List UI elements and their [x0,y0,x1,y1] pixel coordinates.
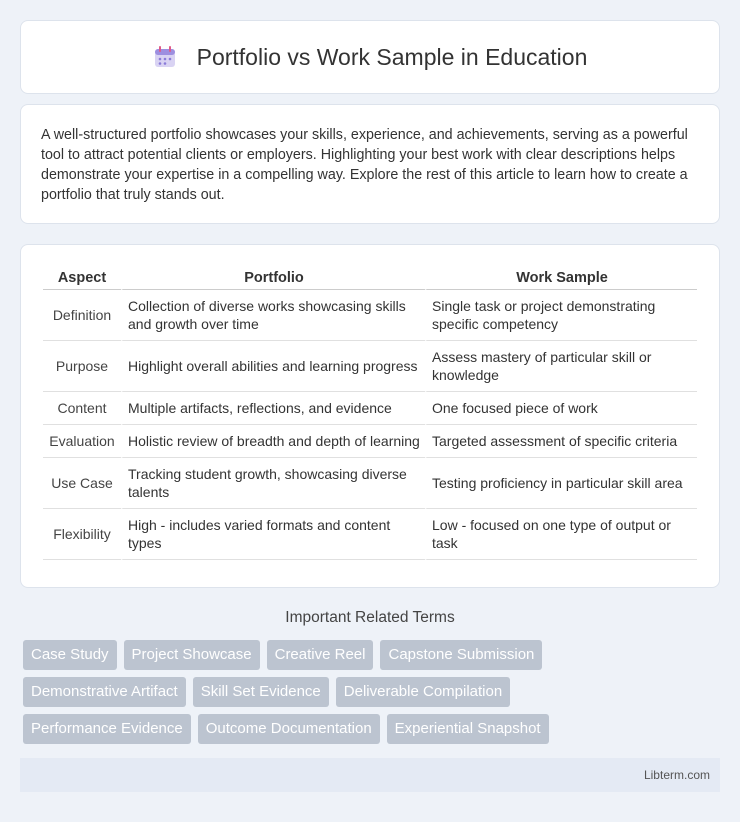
table-row [43,509,697,560]
comparison-table-card [20,244,720,588]
tag-capstone-submission[interactable]: Capstone Submission [380,640,542,670]
footer-site-link[interactable]: Libterm.com [643,768,710,782]
row-work-sample: Targeted assessment of specific criteria [425,425,697,458]
row-aspect: Definition [43,290,121,341]
row-portfolio: Holistic review of breadth and depth of learning [121,425,425,458]
row-work-sample: One focused piece of work [425,392,697,425]
header-card [20,20,720,94]
related-terms-list [23,640,723,751]
table-row [43,290,697,341]
table-row [43,425,697,458]
row-portfolio: Highlight overall abilities and learning progress [121,341,425,392]
row-portfolio: Collection of diverse works showcasing skills and growth over time [121,290,425,341]
tag-row [23,640,723,670]
intro-card [20,104,720,224]
comparison-table [43,265,697,560]
row-work-sample: Low - focused on one type of output or task [425,509,697,560]
header-work-sample: Work Sample [425,265,697,290]
page-title: Portfolio vs Work Sample in Education [196,43,588,70]
tag-skill-set-evidence[interactable]: Skill Set Evidence [193,677,329,707]
row-aspect: Evaluation [43,425,121,458]
row-portfolio: Multiple artifacts, reflections, and evidence [121,392,425,425]
header-portfolio: Portfolio [121,265,425,290]
table-row [43,392,697,425]
row-work-sample: Assess mastery of particular skill or knowledge [425,341,697,392]
tag-experiential-snapshot[interactable]: Experiential Snapshot [387,714,549,744]
tag-case-study[interactable]: Case Study [23,640,117,670]
row-aspect: Content [43,392,121,425]
related-terms-title: Important Related Terms [285,609,455,626]
tag-demonstrative-artifact[interactable]: Demonstrative Artifact [23,677,186,707]
row-portfolio: Tracking student growth, showcasing diverse talents [121,458,425,509]
header-aspect: Aspect [43,265,121,290]
tag-outcome-documentation[interactable]: Outcome Documentation [198,714,380,744]
intro-text: A well-structured portfolio showcases your skills, experience, and achievements, serving as a powerful tool to attract potential clients or employers. Highlighting your best work with clear descriptions helps demonstrate your expertise in a compelling way. Explore the rest of this article to learn how to create a portfolio that truly stands out. [41,127,688,203]
table-row [43,341,697,392]
tag-row [23,677,723,707]
table-row [43,458,697,509]
row-aspect: Purpose [43,341,121,392]
row-aspect: Use Case [43,458,121,509]
row-work-sample: Single task or project demonstrating specific competency [425,290,697,341]
row-portfolio: High - includes varied formats and content types [121,509,425,560]
table-header-row [43,265,697,290]
tag-creative-reel[interactable]: Creative Reel [267,640,374,670]
row-aspect: Flexibility [43,509,121,560]
tag-project-showcase[interactable]: Project Showcase [124,640,260,670]
tag-deliverable-compilation[interactable]: Deliverable Compilation [336,677,510,707]
footer [20,758,720,792]
calendar-icon [153,45,177,69]
row-work-sample: Testing proficiency in particular skill area [425,458,697,509]
tag-row [23,714,723,744]
tag-performance-evidence[interactable]: Performance Evidence [23,714,191,744]
